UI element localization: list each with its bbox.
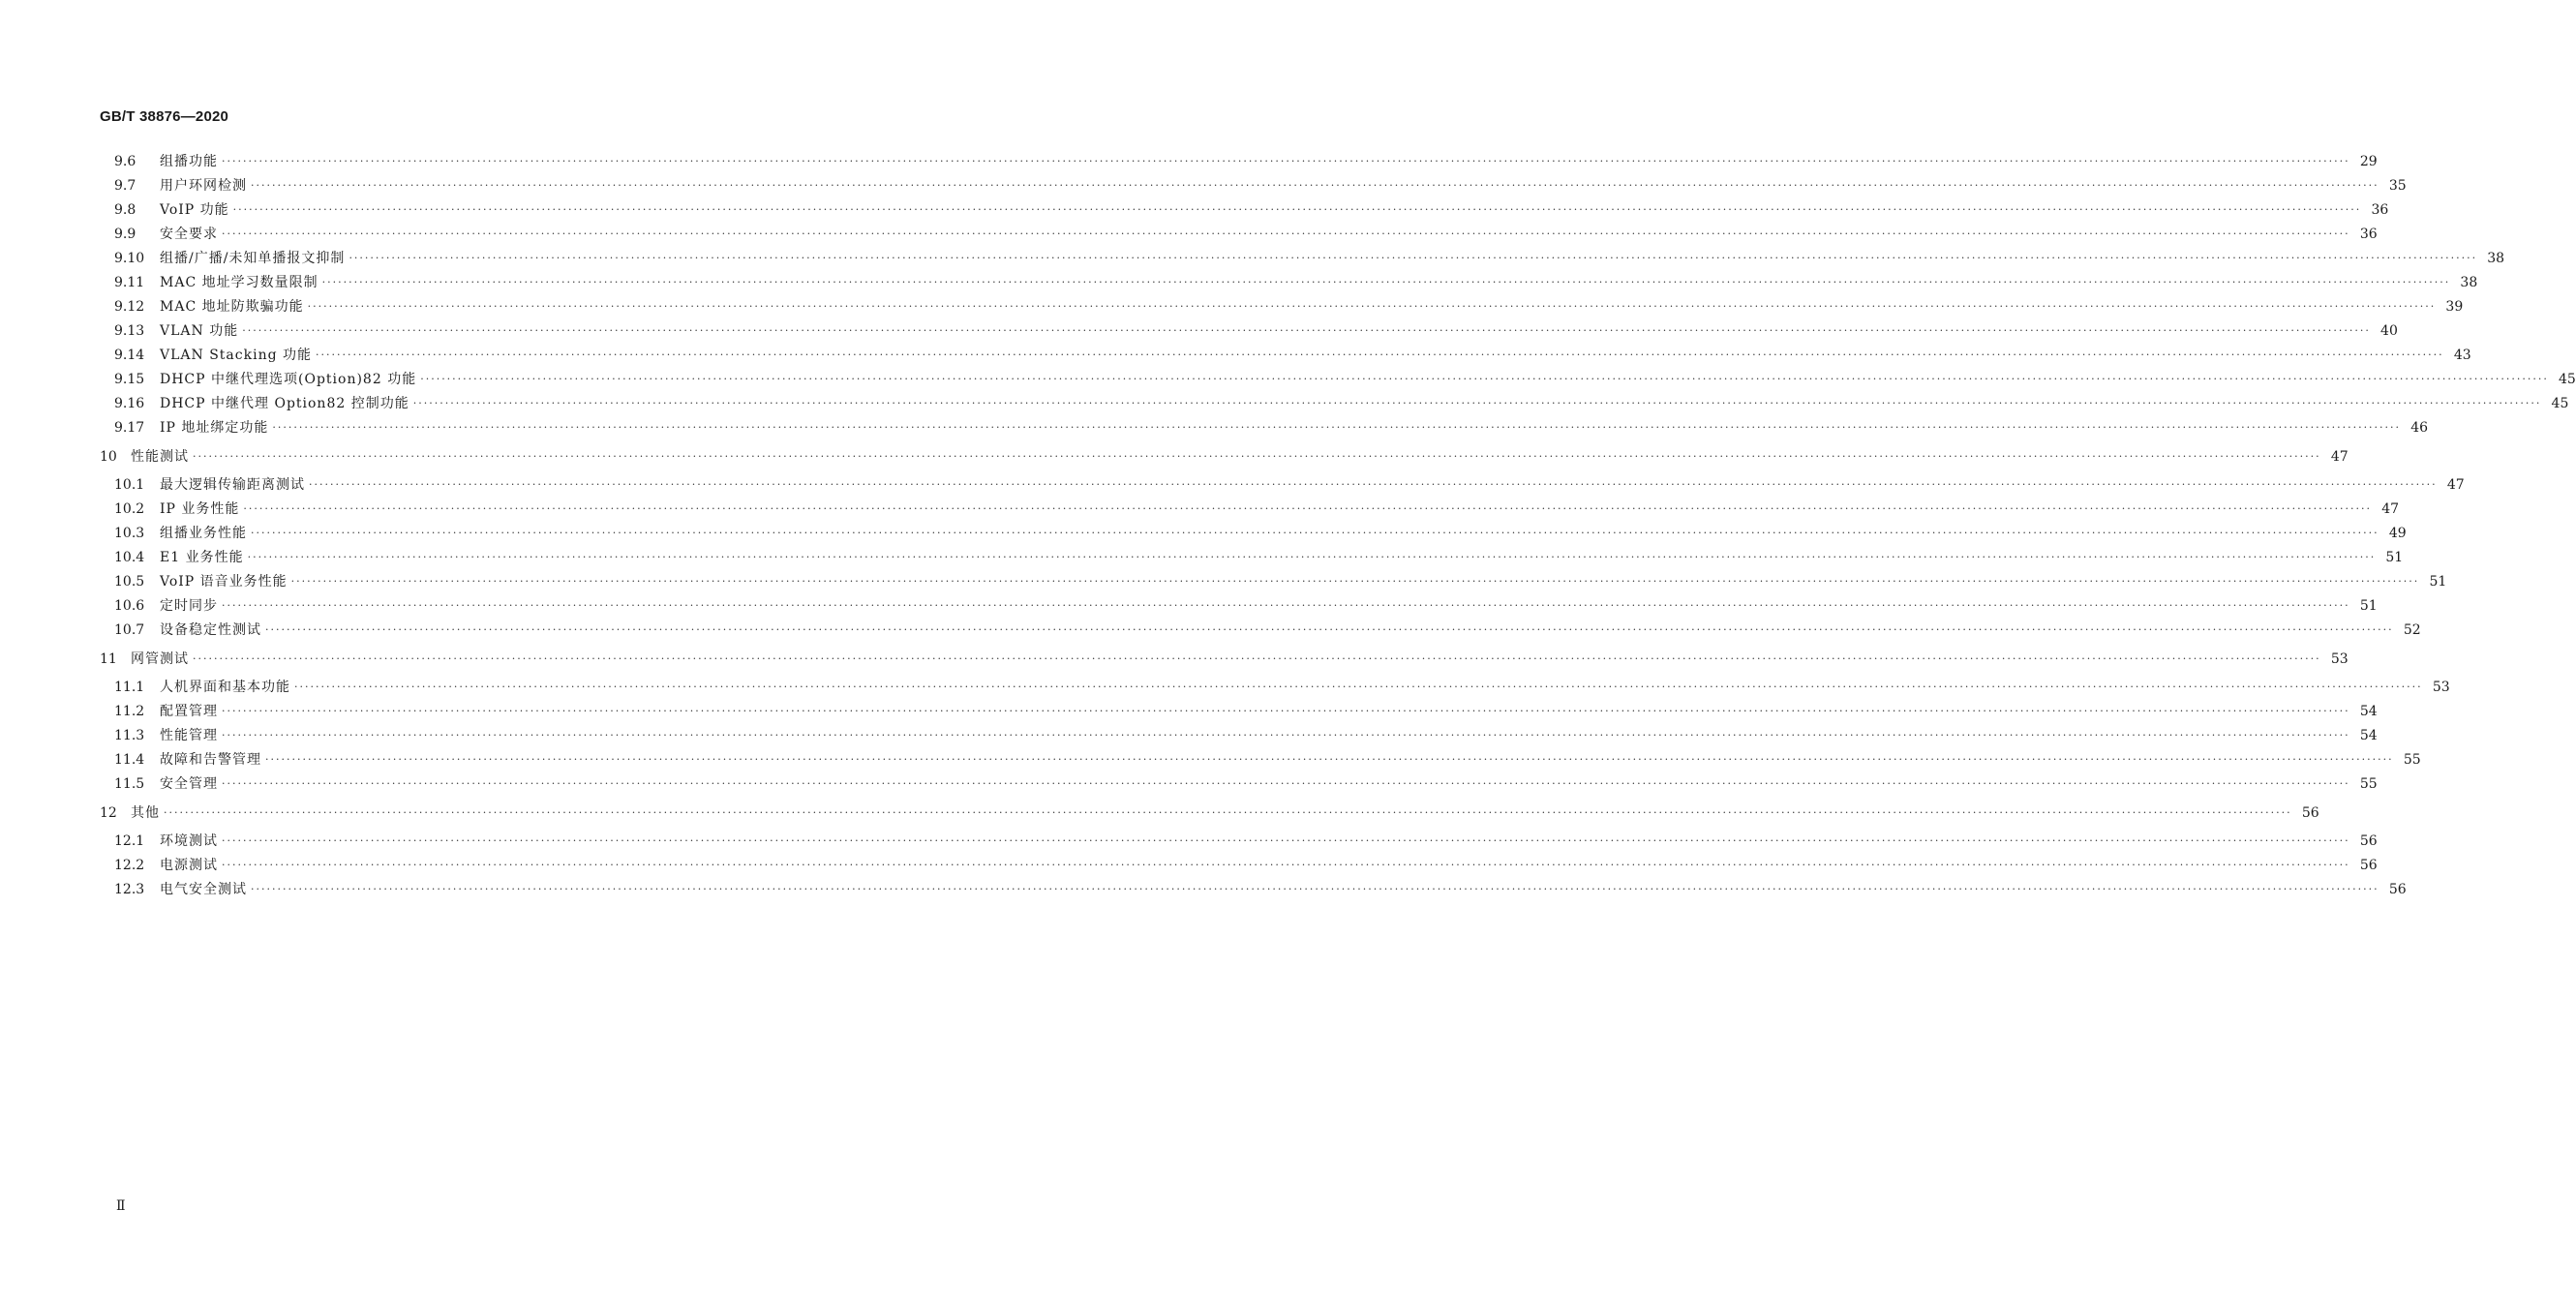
toc-entry-page: 55 bbox=[2403, 752, 2421, 768]
toc-entry-number: 9.7 bbox=[114, 178, 136, 194]
toc-entry-page: 47 bbox=[2446, 477, 2465, 493]
toc-entry[interactable] bbox=[114, 177, 2407, 195]
toc-entry-page: 35 bbox=[2388, 178, 2407, 194]
toc-entry-page: 29 bbox=[2359, 154, 2378, 169]
toc-entry-page: 36 bbox=[2371, 202, 2389, 218]
toc-entry-title: 用户环网检测 bbox=[160, 178, 247, 194]
dot-leader: ················································································································································································································································································································································································································ bbox=[164, 806, 2292, 819]
toc-entry-number: 11.3 bbox=[114, 728, 145, 743]
toc-entry[interactable] bbox=[114, 274, 2478, 291]
dot-leader: ················································································································································································································································································································································································································ bbox=[251, 527, 2379, 539]
dot-leader: ················································································································································································································································································································································································································ bbox=[412, 397, 2542, 409]
toc-entry-title: 人机界面和基本功能 bbox=[160, 680, 290, 695]
dot-leader: ················································································································································································································································································································································································································ bbox=[265, 623, 2394, 636]
toc-entry-page: 51 bbox=[2429, 574, 2447, 590]
toc-entry-title: 配置管理 bbox=[160, 704, 218, 719]
toc-entry-number: 9.16 bbox=[114, 396, 145, 411]
toc-entry[interactable] bbox=[114, 703, 2378, 720]
dot-leader: ················································································································································································································································································································································································································ bbox=[222, 599, 2350, 612]
dot-leader: ················································································································································································································································································································································································································ bbox=[222, 859, 2350, 871]
toc-entry-page: 45 bbox=[2551, 396, 2569, 411]
toc-entry[interactable] bbox=[114, 857, 2378, 874]
dot-leader: ················································································································································································································································································································································································································ bbox=[222, 729, 2350, 741]
toc-entry[interactable] bbox=[114, 751, 2421, 769]
toc-entry-number: 12.2 bbox=[114, 858, 145, 873]
toc-entry-number: 10.1 bbox=[114, 477, 145, 493]
toc-entry[interactable] bbox=[114, 573, 2447, 590]
toc-entry[interactable] bbox=[100, 448, 2349, 466]
toc-entry-title: MAC 地址防欺骗功能 bbox=[160, 299, 304, 315]
toc-entry-title: 性能管理 bbox=[160, 728, 218, 743]
toc-entry-number: 10.4 bbox=[114, 550, 145, 565]
toc-entry-page: 51 bbox=[2359, 598, 2378, 614]
toc-entry-page: 38 bbox=[2460, 275, 2478, 290]
toc-entry[interactable] bbox=[114, 322, 2398, 340]
toc-entry-page: 47 bbox=[2381, 501, 2400, 517]
toc-entry-number: 9.12 bbox=[114, 299, 145, 315]
toc-entry-title: 环境测试 bbox=[160, 833, 218, 849]
toc-entry-title: MAC 地址学习数量限制 bbox=[160, 275, 318, 290]
toc-entry-page: 46 bbox=[2410, 420, 2429, 436]
toc-entry-title: 最大逻辑传输距离测试 bbox=[160, 477, 305, 493]
toc-entry[interactable] bbox=[114, 347, 2471, 364]
toc-entry-title: 网管测试 bbox=[131, 651, 189, 667]
toc-entry-number: 10.5 bbox=[114, 574, 145, 590]
toc-entry-number: 10.6 bbox=[114, 598, 145, 614]
toc-entry-number: 10 bbox=[100, 449, 117, 465]
toc-entry[interactable] bbox=[114, 476, 2465, 494]
toc-entry-title: VoIP 功能 bbox=[160, 202, 229, 218]
toc-entry[interactable] bbox=[114, 419, 2429, 437]
toc-entry-number: 11.5 bbox=[114, 776, 145, 792]
toc-entry-number: 9.11 bbox=[114, 275, 145, 290]
toc-entry[interactable] bbox=[114, 395, 2569, 412]
toc-entry-title: DHCP 中继代理 Option82 控制功能 bbox=[160, 396, 409, 411]
dot-leader: ················································································································································································································································································································································································································ bbox=[243, 502, 2373, 515]
dot-leader: ················································································································································································································································································································································································································ bbox=[307, 300, 2437, 313]
toc-entry-title: IP 业务性能 bbox=[160, 501, 240, 517]
toc-entry-number: 11 bbox=[100, 651, 117, 667]
toc-entry-page: 53 bbox=[2432, 680, 2450, 695]
toc-entry-title: 性能测试 bbox=[131, 449, 189, 465]
dot-leader: ················································································································································································································································································································································································································ bbox=[222, 777, 2350, 790]
toc-entry-title: VLAN 功能 bbox=[160, 323, 239, 339]
toc-entry[interactable] bbox=[114, 298, 2464, 316]
toc-entry-page: 49 bbox=[2388, 526, 2407, 541]
toc-entry-page: 38 bbox=[2487, 251, 2505, 266]
toc-entry-title: 安全要求 bbox=[160, 227, 218, 242]
toc-entry-title: 安全管理 bbox=[160, 776, 218, 792]
toc-entry-page: 43 bbox=[2453, 348, 2471, 363]
toc-entry-number: 9.10 bbox=[114, 251, 145, 266]
toc-entry[interactable] bbox=[114, 226, 2378, 243]
toc-entry-title: 设备稳定性测试 bbox=[160, 622, 261, 638]
toc-entry-title: 定时同步 bbox=[160, 598, 218, 614]
toc-entry-number: 9.9 bbox=[114, 227, 136, 242]
toc-entry-number: 9.17 bbox=[114, 420, 145, 436]
toc-entry-page: 54 bbox=[2359, 728, 2378, 743]
dot-leader: ················································································································································································································································································································································································································ bbox=[193, 450, 2321, 463]
toc-entry-page: 40 bbox=[2380, 323, 2398, 339]
toc-entry-title: 组播业务性能 bbox=[160, 526, 247, 541]
toc-entry-number: 12.1 bbox=[114, 833, 145, 849]
toc-entry-number: 10.2 bbox=[114, 501, 145, 517]
toc-entry[interactable] bbox=[114, 679, 2450, 696]
dot-leader: ················································································································································································································································································································································································································ bbox=[242, 324, 2371, 337]
toc-entry[interactable] bbox=[114, 881, 2407, 898]
toc-entry[interactable] bbox=[114, 500, 2400, 518]
toc-entry-page: 45 bbox=[2559, 372, 2576, 387]
toc-entry-number: 11.2 bbox=[114, 704, 145, 719]
toc-entry-page: 53 bbox=[2330, 651, 2349, 667]
toc-entry-title: E1 业务性能 bbox=[160, 550, 244, 565]
toc-entry-page: 56 bbox=[2359, 833, 2378, 849]
dot-leader: ················································································································································································································································································································································································································ bbox=[420, 373, 2549, 385]
dot-leader: ················································································································································································································································································································································································································ bbox=[316, 348, 2444, 361]
toc-entry-number: 12 bbox=[100, 805, 117, 821]
toc-entry-title: 组播功能 bbox=[160, 154, 218, 169]
toc-entry-title: 电气安全测试 bbox=[160, 882, 247, 897]
dot-leader: ················································································································································································································································································································································································································ bbox=[251, 179, 2379, 192]
toc-entry-page: 39 bbox=[2445, 299, 2464, 315]
toc-entry-page: 56 bbox=[2388, 882, 2407, 897]
toc-entry[interactable] bbox=[114, 727, 2378, 744]
toc-entry[interactable] bbox=[114, 201, 2389, 219]
toc-entry-title: 电源测试 bbox=[160, 858, 218, 873]
toc-entry-number: 10.7 bbox=[114, 622, 145, 638]
toc-entry[interactable] bbox=[100, 650, 2349, 668]
dot-leader: ················································································································································································································································································································································································································ bbox=[265, 753, 2394, 766]
toc-entry-number: 11.4 bbox=[114, 752, 145, 768]
toc-entry[interactable] bbox=[114, 597, 2378, 615]
toc-entry-number: 11.1 bbox=[114, 680, 145, 695]
dot-leader: ················································································································································································································································································································································································································ bbox=[247, 551, 2377, 563]
page-number: Ⅱ bbox=[116, 1198, 126, 1214]
toc-entry-number: 9.13 bbox=[114, 323, 145, 339]
dot-leader: ················································································································································································································································································································································································································ bbox=[222, 705, 2350, 717]
dot-leader: ················································································································································································································································································································································································································ bbox=[294, 681, 2423, 693]
dot-leader: ················································································································································································································································································································································································································ bbox=[222, 834, 2350, 847]
toc-entry-title: IP 地址绑定功能 bbox=[160, 420, 269, 436]
toc-entry[interactable] bbox=[114, 549, 2404, 566]
dot-leader: ················································································································································································································································································································································································································ bbox=[290, 575, 2420, 588]
toc-entry-number: 12.3 bbox=[114, 882, 145, 897]
toc-entry-number: 9.6 bbox=[114, 154, 136, 169]
toc-entry-number: 9.8 bbox=[114, 202, 136, 218]
toc-entry-page: 56 bbox=[2359, 858, 2378, 873]
toc-entry-page: 56 bbox=[2301, 805, 2319, 821]
toc-entry[interactable] bbox=[114, 621, 2421, 639]
toc-entry-title: 其他 bbox=[131, 805, 160, 821]
dot-leader: ················································································································································································································································································································································································································ bbox=[222, 155, 2350, 167]
toc-entry-title: 故障和告警管理 bbox=[160, 752, 261, 768]
toc-entry[interactable] bbox=[114, 525, 2407, 542]
toc-entry-number: 9.14 bbox=[114, 348, 145, 363]
toc-entry[interactable] bbox=[100, 804, 2319, 822]
toc-entry-page: 47 bbox=[2330, 449, 2349, 465]
toc-entry-title: 组播/广播/未知单播报文抑制 bbox=[160, 251, 346, 266]
toc-entry-page: 51 bbox=[2385, 550, 2404, 565]
dot-leader: ················································································································································································································································································································································································································ bbox=[272, 421, 2402, 434]
toc-entry-page: 36 bbox=[2359, 227, 2378, 242]
toc-entry-page: 54 bbox=[2359, 704, 2378, 719]
dot-leader: ················································································································································································································································································································································································································ bbox=[251, 883, 2379, 895]
dot-leader: ················································································································································································································································································································································································································ bbox=[349, 252, 2478, 264]
toc-entry-number: 9.15 bbox=[114, 372, 145, 387]
dot-leader: ················································································································································································································································································································································································································ bbox=[222, 227, 2350, 240]
toc-entry-title: DHCP 中继代理选项(Option)82 功能 bbox=[160, 372, 417, 387]
dot-leader: ················································································································································································································································································································································································································ bbox=[193, 652, 2321, 665]
toc-entry[interactable] bbox=[114, 153, 2378, 170]
toc-entry-title: VoIP 语音业务性能 bbox=[160, 574, 288, 590]
dot-leader: ················································································································································································································································································································································································································ bbox=[309, 478, 2438, 491]
dot-leader: ················································································································································································································································································································································································································ bbox=[232, 203, 2362, 216]
toc-entry[interactable] bbox=[114, 832, 2378, 850]
dot-leader: ················································································································································································································································································································································································································ bbox=[321, 276, 2451, 288]
toc-entry-number: 10.3 bbox=[114, 526, 145, 541]
toc-entry-page: 55 bbox=[2359, 776, 2378, 792]
document-code: GB/T 38876—2020 bbox=[100, 108, 229, 125]
toc-entry[interactable] bbox=[114, 371, 2576, 388]
toc-entry[interactable] bbox=[114, 775, 2378, 793]
toc-entry-title: VLAN Stacking 功能 bbox=[160, 348, 313, 363]
toc-entry-page: 52 bbox=[2403, 622, 2421, 638]
toc-entry[interactable] bbox=[114, 250, 2505, 267]
